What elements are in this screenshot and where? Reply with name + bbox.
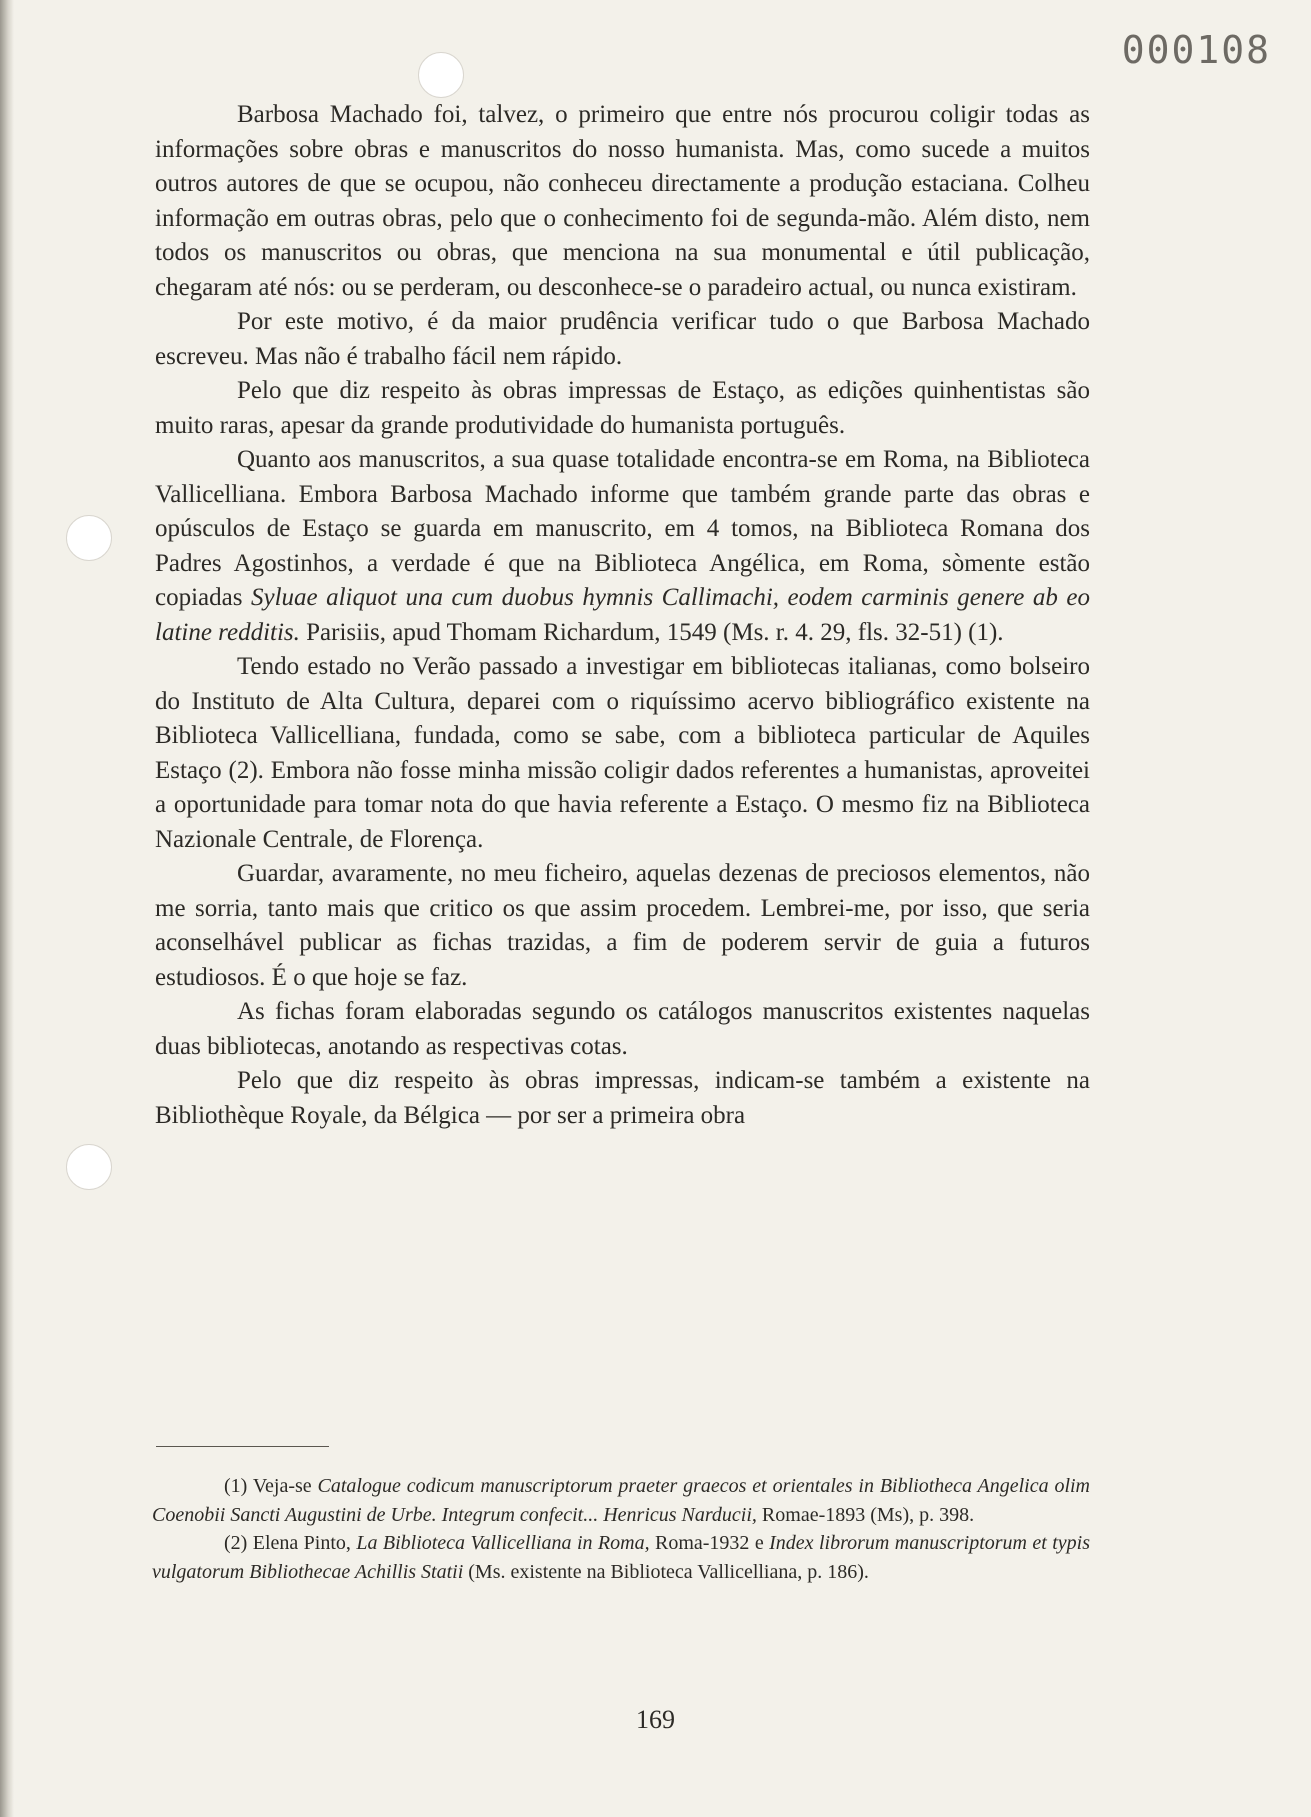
punch-hole-middle <box>66 515 112 561</box>
paragraph-4-text-a: Quanto aos manuscritos, a sua quase totalidade encontra-se em Roma, na Biblioteca Vallicelliana. Embora Barbosa Machado informe que também grande parte das obras e opúsculos de Estaço se guarda em manuscrito, em 4 tomos, na Biblioteca Romana dos Padres Agostinhos, a verdade é que na Biblioteca Angélica, em Roma, sòmente estão copiadas <box>155 446 1090 611</box>
footnotes <box>152 1472 1090 1586</box>
footnote-1-number: (1) <box>224 1475 248 1497</box>
paragraph-5: Tendo estado no Verão passado a investigar em bibliotecas italianas, como bolseiro do Instituto de Alta Cultura, deparei com o riquíssimo acervo bibliográfico existente na Biblioteca Vallicelliana, fundada, como se sabe, com a biblioteca particular de Aquiles Estaço (2). Embora não fosse minha missão coligir dados referentes a humanistas, aproveitei a oportunidade para tomar nota do que havia referente a Estaço. O mesmo fiz na Biblioteca Nazionale Centrale, de Florença. <box>155 653 1090 853</box>
paragraph-1: Barbosa Machado foi, talvez, o primeiro que entre nós procurou coligir todas as informações sobre obras e manuscritos do nosso humanista. Mas, como sucede a muitos outros autores de que se ocupou, não conheceu directamente a produção estaciana. Colheu informação em outras obras, pelo que o conhecimento foi de segunda-mão. Além disto, nem todos os manuscritos ou obras, que menciona na sua monumental e útil publicação, chegaram até nós: ou se perderam, ou desconhece-se o paradeiro actual, ou nunca existiram. <box>155 101 1090 301</box>
footnote-2-text-c: (Ms. existente na Biblioteca Vallicelliana, p. 186). <box>463 1560 869 1583</box>
footnote-1 <box>152 1472 1090 1529</box>
binding-edge <box>0 0 14 1817</box>
footnote-1-italic: Catalogue codicum manuscriptorum praeter graecos et orientales in Bibliotheca Angelica olim Coenobii Sancti Augustini de Urbe. Integrum confecit... Henricus Narducii, <box>152 1475 1090 1526</box>
footnote-1-text-b: Romae-1893 (Ms), p. 398. <box>756 1503 975 1526</box>
footnote-2-italic-1: La Biblioteca Vallicelliana in Roma, <box>356 1532 650 1554</box>
footnote-2-number: (2) <box>224 1532 248 1554</box>
paragraph-2: Por este motivo, é da maior prudência verificar tudo o que Barbosa Machado escreveu. Mas não é trabalho fácil nem rápido. <box>155 308 1090 370</box>
footnote-2-text-a: Elena Pinto, <box>247 1532 357 1554</box>
footnote-separator <box>156 1446 329 1447</box>
paragraph-3: Pelo que diz respeito às obras impressas de Estaço, as edições quinhentistas são muito raras, apesar da grande produtividade do humanista português. <box>155 377 1090 439</box>
body-text <box>155 98 1090 1133</box>
page-number: 169 <box>636 1705 675 1734</box>
punch-hole-lower <box>66 1144 112 1190</box>
paragraph-4-text-b: Parisiis, apud Thomam Richardum, 1549 (Ms. r. 4. 29, fls. 32-51) (1). <box>299 618 1004 646</box>
punch-hole-top <box>418 52 464 98</box>
paragraph-4 <box>155 443 1090 650</box>
footnote-2 <box>152 1529 1090 1586</box>
paragraph-4-italic-title: Syluae aliquot una cum duobus hymnis Callimachi, eodem carminis genere ab eo latine redditis. <box>155 584 1090 646</box>
paragraph-7: As fichas foram elaboradas segundo os catálogos manuscritos existentes naquelas duas bibliotecas, anotando as respectivas cotas. <box>155 998 1090 1060</box>
paragraph-8: Pelo que diz respeito às obras impressas, indicam-se também a existente na Bibliothèque Royale, da Bélgica — por ser a primeira obra <box>155 1067 1090 1129</box>
footnote-2-italic-2: Index librorum manuscriptorum et typis vulgatorum Bibliothecae Achillis Statii <box>152 1532 1091 1583</box>
archive-stamp-number: 000108 <box>1121 28 1271 72</box>
footnote-2-text-b: Roma-1932 e <box>649 1532 770 1554</box>
paragraph-6: Guardar, avaramente, no meu ficheiro, aquelas dezenas de preciosos elementos, não me sorria, tanto mais que critico os que assim procedem. Lembrei-me, por isso, que seria aconselhável publicar as fichas trazidas, a fim de poderem servir de guia a futuros estudiosos. É o que hoje se faz. <box>155 860 1090 991</box>
footnote-1-text-a: Veja-se <box>247 1475 318 1497</box>
